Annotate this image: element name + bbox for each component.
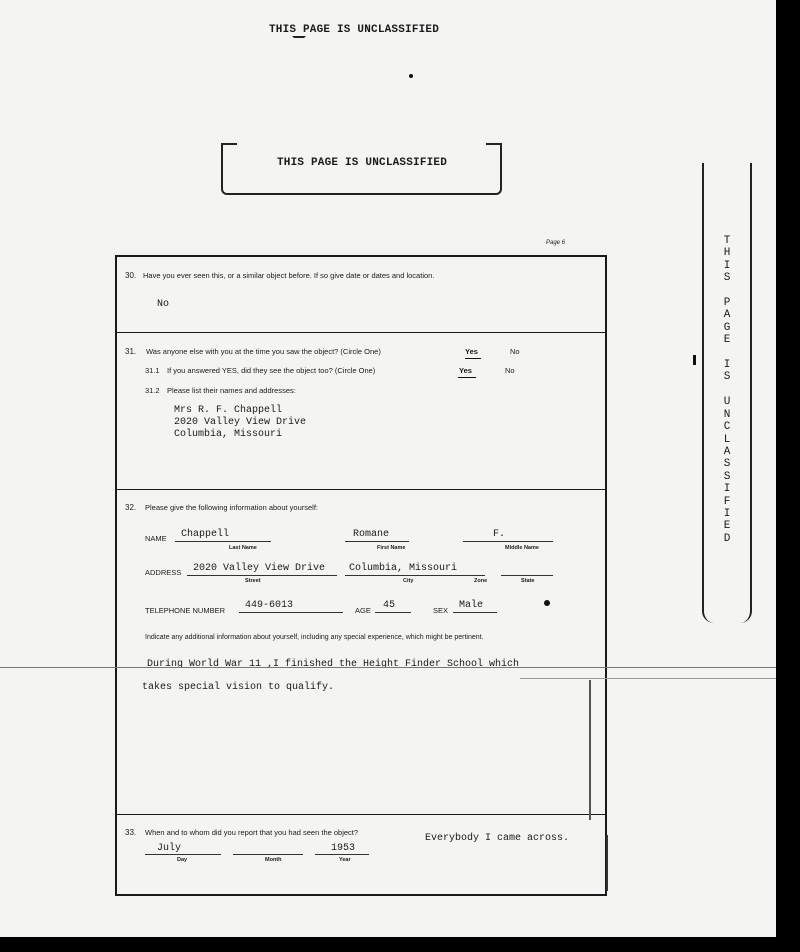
ink-speck — [409, 74, 413, 78]
ink-speck — [544, 600, 550, 606]
additional-info-prompt: Indicate any additional information about yourself, including any special experience, which might be pertinent. — [145, 634, 484, 641]
section-divider — [117, 489, 605, 490]
sex-label: SEX — [433, 606, 449, 615]
questionnaire-form — [115, 255, 607, 896]
name-line — [175, 541, 271, 542]
additional-info-line2: takes special vision to qualify. — [142, 682, 335, 693]
street-value: 2020 Valley View Drive — [193, 563, 326, 574]
state-caption: State — [521, 578, 535, 584]
city-value: Columbia, Missouri — [349, 563, 458, 574]
q31-2-question: Please list their names and addresses: — [167, 386, 296, 395]
q31-yes-option: Yes — [465, 347, 478, 356]
q30-number: 30. — [125, 271, 137, 280]
q31-1-yes-mark — [458, 377, 476, 378]
vertical-classification-text: T H I S P A G E I S U N C L A S S I F I E D — [723, 235, 731, 545]
sex-value: Male — [459, 600, 484, 611]
companion-street: 2020 Valley View Drive — [174, 417, 307, 428]
q31-number: 31. — [125, 347, 137, 356]
first-name-value: Romane — [353, 529, 390, 540]
top-classification-banner: THIS PAGE IS UNCLASSIFIED — [269, 24, 440, 36]
last-name-caption: Last Name — [229, 545, 257, 551]
scan-line — [0, 667, 776, 668]
telephone-value: 449-6013 — [245, 600, 294, 611]
name-label: NAME — [145, 534, 167, 543]
q31-1-question: If you answered YES, did they see the object too? (Circle One) — [167, 366, 376, 375]
date-line — [233, 854, 303, 855]
scan-line — [520, 678, 776, 679]
middle-name-value: F. — [493, 529, 506, 540]
section-divider — [117, 814, 605, 815]
telephone-label: TELEPHONE NUMBER — [145, 606, 226, 615]
q33-number: 33. — [125, 828, 137, 837]
page-label: Page 6 — [546, 240, 566, 246]
address-line — [345, 575, 485, 576]
section-divider — [117, 332, 605, 333]
companion-city: Columbia, Missouri — [174, 429, 283, 440]
box-classification-banner: THIS PAGE IS UNCLASSIFIED — [277, 157, 448, 169]
age-line — [375, 612, 411, 613]
q31-1-number: 31.1 — [145, 366, 160, 375]
street-caption: Street — [245, 578, 261, 584]
classification-box — [221, 143, 502, 195]
address-line — [187, 575, 337, 576]
q31-1-yes-option: Yes — [459, 366, 472, 375]
address-line — [501, 575, 553, 576]
name-line — [345, 541, 409, 542]
address-label: ADDRESS — [145, 568, 182, 577]
year-caption: Year — [339, 857, 351, 863]
middle-name-caption: Middle Name — [505, 545, 539, 551]
sex-line — [453, 612, 497, 613]
q30-answer: No — [157, 299, 170, 310]
telephone-line — [239, 612, 343, 613]
q31-yes-mark — [465, 358, 481, 359]
vertical-classification-bracket — [702, 163, 752, 623]
q30-question: Have you ever seen this, or a similar object before. If so give date or dates and location. — [143, 271, 435, 280]
ink-speck — [693, 355, 696, 365]
last-name-value: Chappell — [181, 529, 230, 540]
month-caption: Month — [265, 857, 282, 863]
scan-mark — [606, 835, 608, 891]
name-line — [463, 541, 553, 542]
q33-question: When and to whom did you report that you had seen the object? — [145, 828, 359, 837]
q33-day-value: July — [157, 843, 182, 854]
first-name-caption: First Name — [377, 545, 406, 551]
additional-info-line1: During World War 11 ,I finished the Height Finder School which — [147, 659, 520, 670]
scan-mark — [589, 680, 591, 820]
q31-2-number: 31.2 — [145, 386, 160, 395]
q33-to-whom: Everybody I came across. — [425, 833, 570, 844]
date-line — [315, 854, 369, 855]
city-caption: City — [403, 578, 414, 584]
q31-1-no-option: No — [505, 366, 515, 375]
date-line — [145, 854, 221, 855]
age-value: 45 — [383, 600, 396, 611]
zone-caption: Zone — [474, 578, 488, 584]
q32-number: 32. — [125, 503, 137, 512]
q31-question: Was anyone else with you at the time you saw the object? (Circle One) — [146, 347, 381, 356]
day-caption: Day — [177, 857, 188, 863]
companion-name: Mrs R. F. Chappell — [174, 405, 283, 416]
q33-year-value: 1953 — [331, 843, 356, 854]
q32-question: Please give the following information about yourself: — [145, 503, 319, 512]
caret-mark — [292, 36, 306, 44]
age-label: AGE — [355, 606, 371, 615]
q31-no-option: No — [510, 347, 520, 356]
